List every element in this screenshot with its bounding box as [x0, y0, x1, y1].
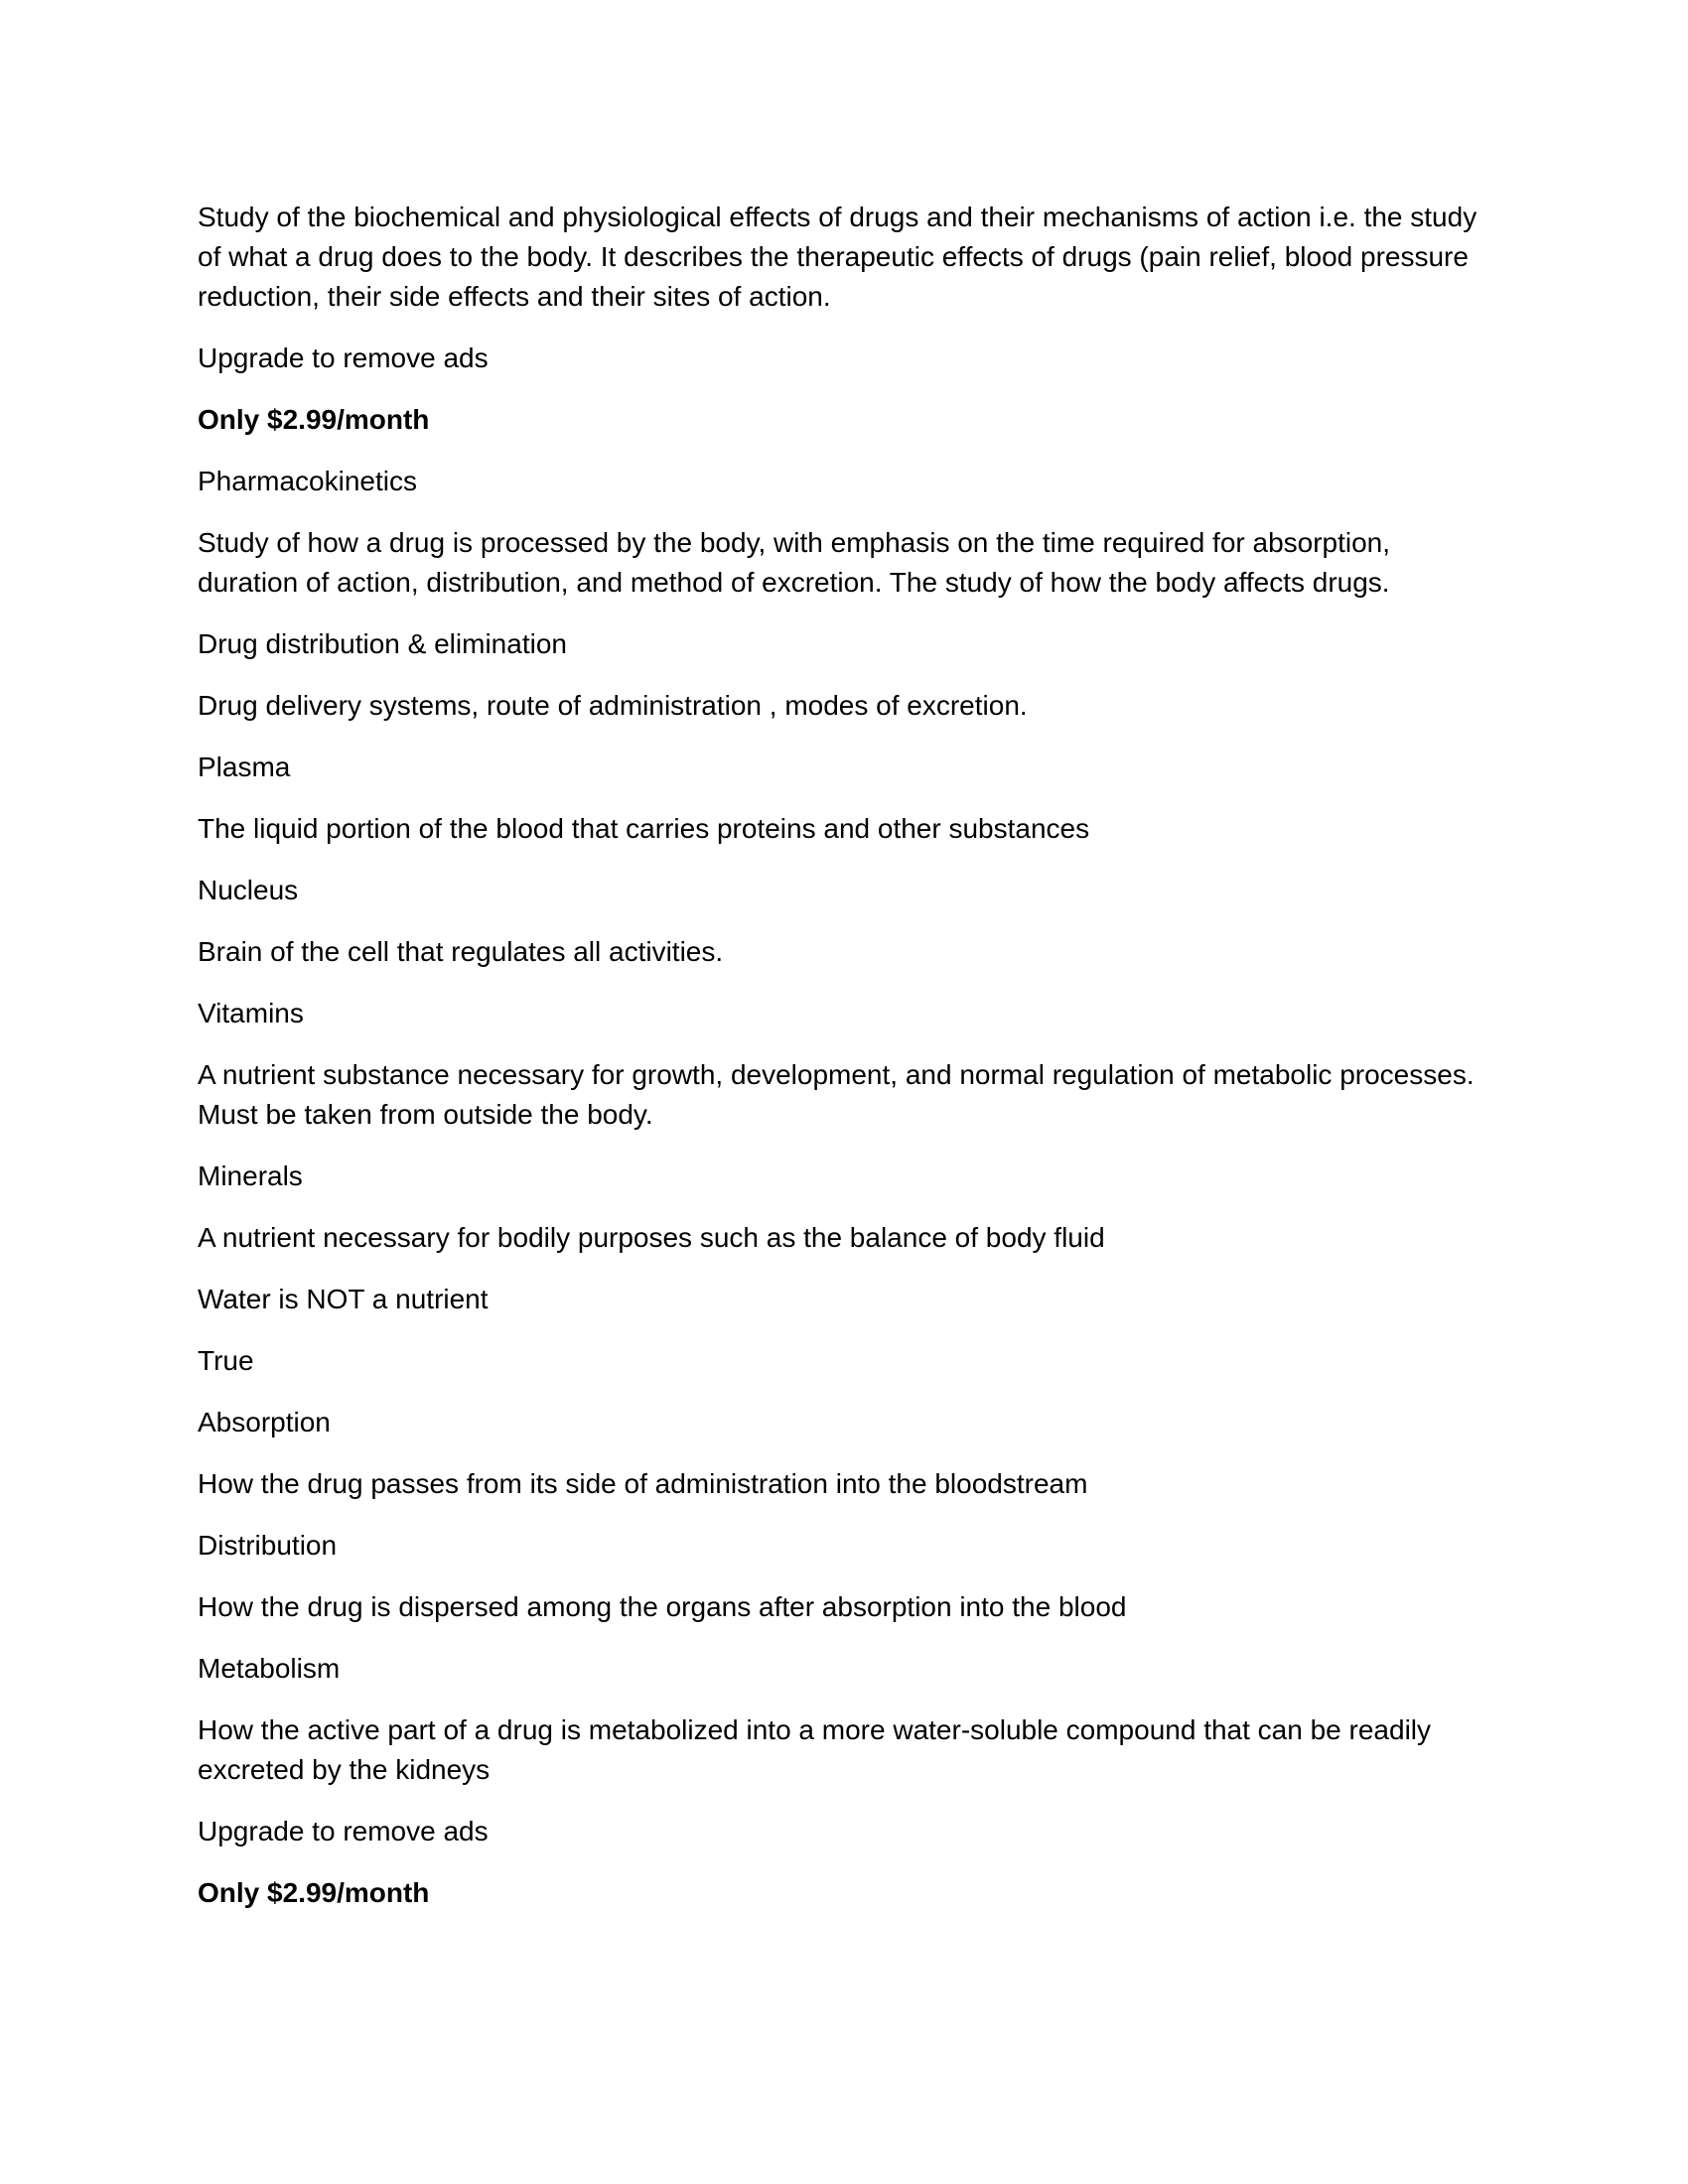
upgrade-ad-text: Upgrade to remove ads [198, 1816, 489, 1846]
upgrade-price: Only $2.99/month [198, 1877, 430, 1908]
upgrade-ad-text: Upgrade to remove ads [198, 342, 489, 373]
definition-distribution: How the drug is dispersed among the organs after absorption into the blood [198, 1591, 1127, 1622]
definition-nucleus: Brain of the cell that regulates all activities. [198, 936, 724, 967]
upgrade-price: Only $2.99/month [198, 404, 430, 435]
term-absorption: Absorption [198, 1407, 331, 1437]
definition-plasma: The liquid portion of the blood that carries proteins and other substances [198, 813, 1090, 844]
definition-minerals: A nutrient necessary for bodily purposes such as the balance of body fluid [198, 1222, 1105, 1253]
term-metabolism: Metabolism [198, 1653, 341, 1684]
definition-pharmacodynamics: Study of the biochemical and physiological effects of drugs and their mechanisms of action i.e. the study of what a drug does to the body. It describes the therapeutic effects of drugs (pain relief, blood pressure reduction, their side effects and their sites of action. [198, 202, 1477, 312]
term-water-not-nutrient: Water is NOT a nutrient [198, 1284, 489, 1314]
definition-metabolism: How the active part of a drug is metabolized into a more water-soluble compound that can be readily excreted by the kidneys [198, 1714, 1432, 1785]
definition-drug-distribution-elimination: Drug delivery systems, route of administration , modes of excretion. [198, 690, 1028, 721]
document-body [198, 198, 1488, 1935]
term-vitamins: Vitamins [198, 998, 304, 1028]
term-distribution: Distribution [198, 1530, 338, 1561]
term-minerals: Minerals [198, 1160, 303, 1191]
term-nucleus: Nucleus [198, 875, 299, 905]
term-pharmacokinetics: Pharmacokinetics [198, 466, 417, 496]
answer-true: True [198, 1345, 254, 1376]
definition-pharmacokinetics: Study of how a drug is processed by the body, with emphasis on the time required for absorption, duration of action, distribution, and method of excretion. The study of how the body affects drugs. [198, 527, 1391, 598]
term-drug-distribution-elimination: Drug distribution & elimination [198, 628, 567, 659]
definition-vitamins: A nutrient substance necessary for growth, development, and normal regulation of metabolic processes. Must be taken from outside the body. [198, 1059, 1475, 1130]
term-plasma: Plasma [198, 751, 291, 782]
definition-absorption: How the drug passes from its side of administration into the bloodstream [198, 1468, 1088, 1499]
